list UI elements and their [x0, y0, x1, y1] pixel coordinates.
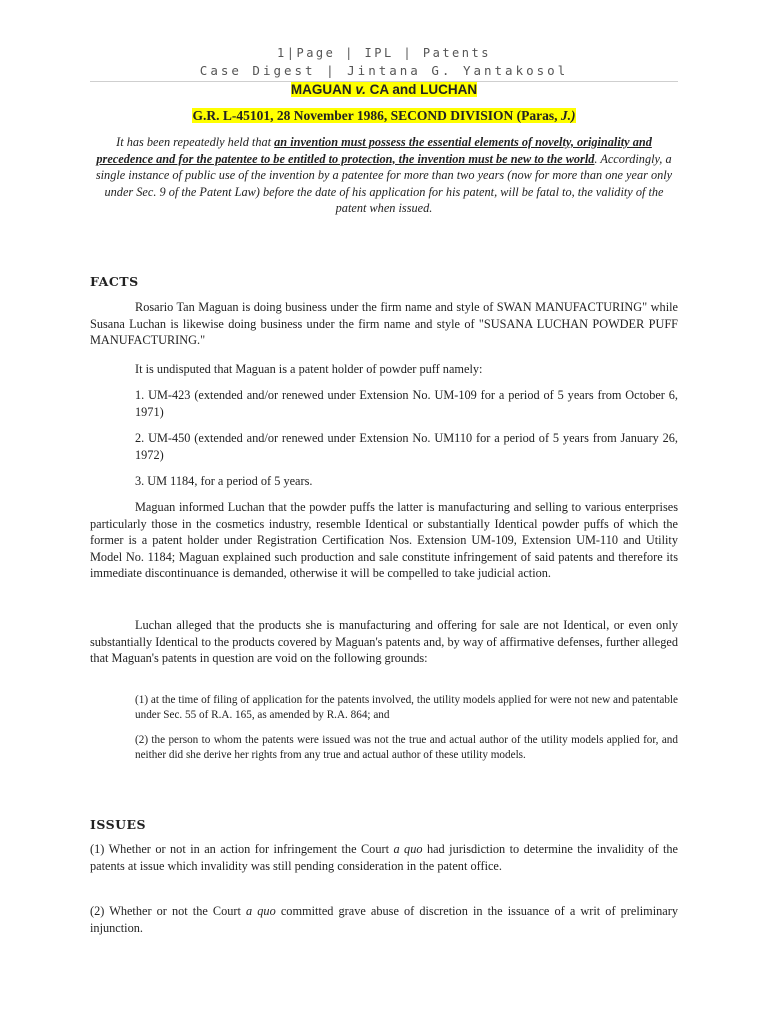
patent-list-item-3: 3. UM 1184, for a period of 5 years. — [135, 474, 313, 488]
facts-heading: FACTS — [90, 274, 139, 289]
ground-item-1: (1) at the time of filing of application for the patents involved, the utility models applied for were not new and patentable under Sec. 55 of R.A. 165, as amended by R.A. 864; and — [135, 694, 678, 721]
doctrine-emphasis: an invention must possess the essential elements of novelty, originality and precedence and for the patentee to be entitled to protection, the invention must be new to the world — [96, 135, 652, 166]
facts-paragraph-4: Luchan alleged that the products she is manufacturing and offering for sale are not Identical, or even only substantially Identical to the products covered by Maguan's patents and, by way of affirmative defenses, further alleged that Maguan's patents in question are void on the following grounds: — [90, 618, 678, 665]
issue-2: (2) Whether or not the Court a quo committed grave abuse of discretion in the issuance of a writ of preliminary injunction. — [90, 904, 679, 935]
facts-paragraph-3: Maguan informed Luchan that the powder puffs the latter is manufacturing and selling to various enterprises particularly those in the cosmetics industry, resemble Identical or substantially Identical powder puffs of which the former is a patent holder under Registration Certification Nos. Extension UM-109, Extension UM-110 and Utility Model No. 1184; Maguan explained such production and sale constitute infringement of said patents and therefore its immediate discontinuance is demanded, otherwise it will be compelled to take judicial action. — [90, 500, 678, 580]
case-citation-highlight: G.R. L-45101, 28 November 1986, SECOND DIVISION (Paras, J.) — [192, 108, 576, 123]
issue-1: (1) Whether or not in an action for infringement the Court a quo had jurisdiction to determine the invalidity of the patents at issue which invalidity was still pending consideration in the patent office. — [90, 842, 679, 873]
digest-author-line: Case Digest | Jintana G. Yantakosol — [199, 63, 569, 78]
facts-paragraph-2: It is undisputed that Maguan is a patent holder of powder puff namely: — [135, 362, 483, 376]
page-number-line: 1|Page | IPL | Patents — [277, 46, 491, 60]
issues-heading: ISSUES — [90, 817, 147, 832]
case-title-highlight: MAGUAN v. CA and LUCHAN — [290, 82, 478, 97]
patent-list-item-2: 2. UM-450 (extended and/or renewed under Extension No. UM110 for a period of 5 years from January 26, 1972) — [135, 431, 678, 462]
patent-list-item-1: 1. UM-423 (extended and/or renewed under Extension No. UM-109 for a period of 5 years from October 6, 1971) — [135, 388, 678, 419]
ground-item-2: (2) the person to whom the patents were issued was not the true and actual author of the utility models applied for, and neither did she derive her rights from any true and actual author of these utility models. — [135, 734, 678, 761]
case-citation — [0, 108, 768, 124]
facts-paragraph-1: Rosario Tan Maguan is doing business under the firm name and style of SWAN MANUFACTURING" while Susana Luchan is likewise doing business under the firm name and style of "SUSANA LUCHAN POWDER PUFF MANUFACTURING." — [90, 300, 678, 347]
doctrine-paragraph: It has been repeatedly held that an invention must possess the essential elements of novelty, originality and precedence and for the patentee to be entitled to protection, the invention must be new to the world. Accordingly, a single instance of public use of the invention by a patentee for more than two years (now for more than one year only under Sec. 9 of the Patent Law) before the date of his application for his patent, will be fatal to, the validity of the patent when issued. — [95, 135, 673, 215]
case-title — [0, 82, 768, 97]
